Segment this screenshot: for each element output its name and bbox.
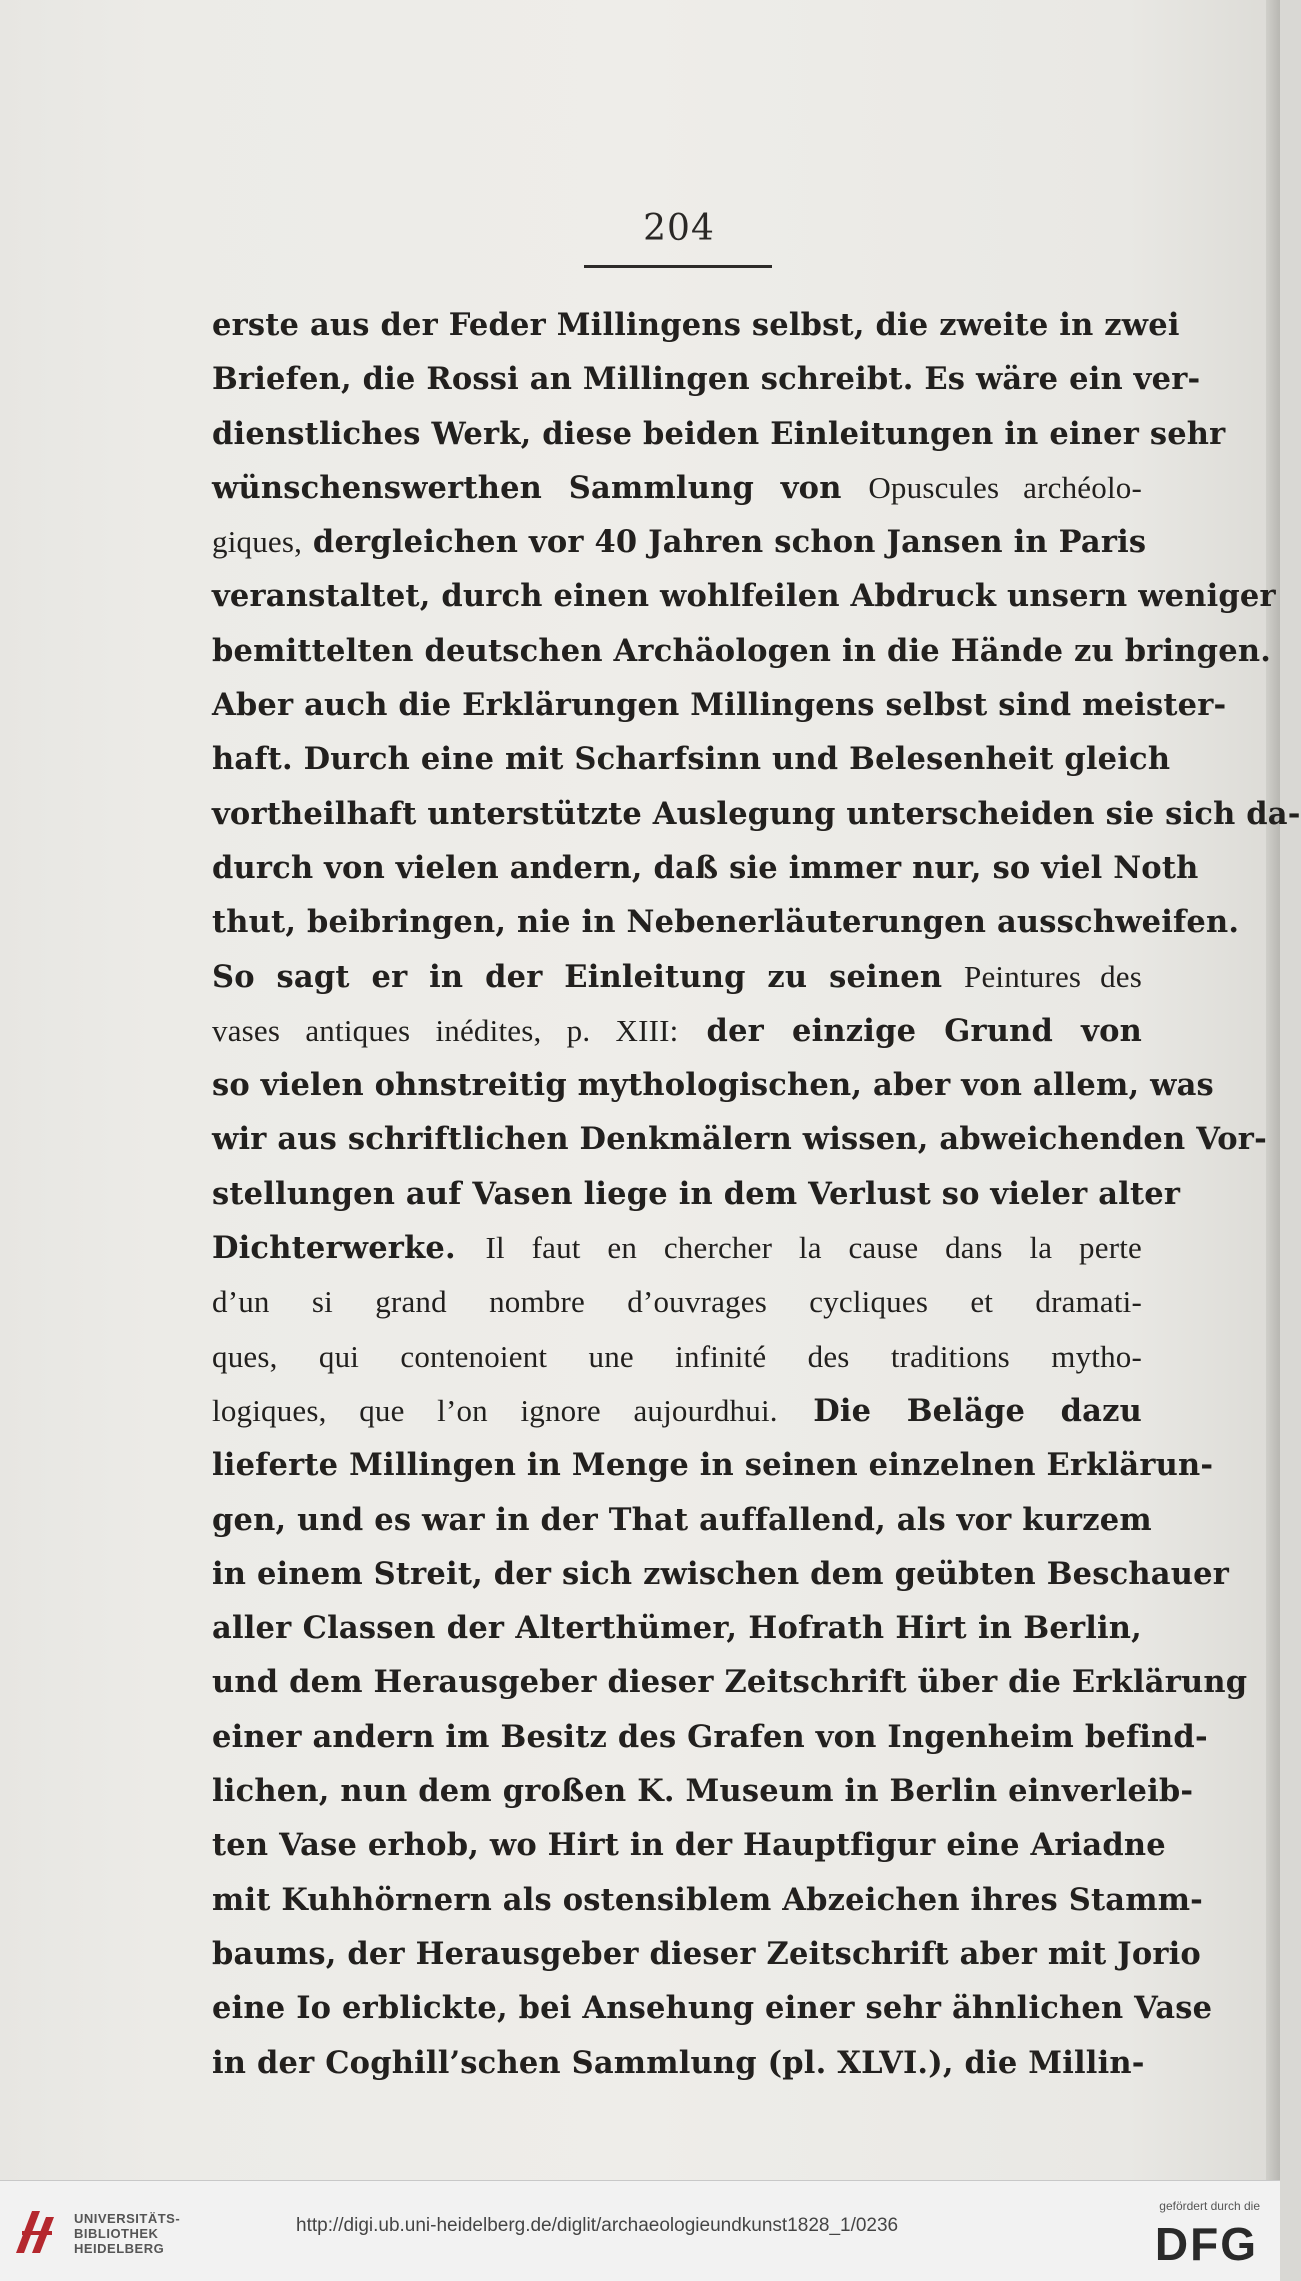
text-line (212, 1004, 1142, 1058)
latin-segment: ques, qui contenoient une infinité des traditions mytho- (212, 1338, 1142, 1374)
german-segment: gen, und es war in der That auffallend, als vor kurzem (212, 1501, 1152, 1538)
text-line (212, 1275, 1142, 1329)
viewer-footer (0, 2180, 1280, 2281)
german-segment: ten Vase erhob, wo Hirt in der Hauptfigur eine Ariadne (212, 1827, 1166, 1864)
text-line (212, 569, 1276, 623)
text-line (212, 895, 1240, 949)
text-line (212, 1547, 1230, 1601)
text-line (212, 841, 1199, 895)
text-line (212, 1384, 1142, 1438)
library-name-line1: UNIVERSITÄTS- (74, 2211, 181, 2226)
text-line (212, 1764, 1194, 1818)
german-segment: thut, beibringen, nie in Nebenerläuterungen ausschweifen. (212, 904, 1240, 941)
latin-segment: vases antiques inédites, p. XIII: (212, 1012, 679, 1048)
german-segment: bemittelten deutschen Archäologen in die Hände zu bringen. (212, 632, 1272, 669)
german-segment: lieferte Millingen in Menge in seinen einzelnen Erklärun- (212, 1447, 1214, 1484)
german-segment: in der Coghill’schen Sammlung (pl. XLVI.), die Millin- (212, 2044, 1145, 2081)
text-line (212, 407, 1226, 461)
text-line (212, 1710, 1208, 1764)
german-segment: durch von vielen andern, daß sie immer nur, so viel Noth (212, 849, 1199, 886)
text-line (212, 1167, 1181, 1221)
german-segment: eine Io erblickte, bei Ansehung einer sehr ähnlichen Vase (212, 1990, 1213, 2027)
german-segment: haft. Durch eine mit Scharfsinn und Belesenheit gleich (212, 741, 1171, 778)
text-line (212, 352, 1201, 406)
text-line (212, 1058, 1214, 1112)
library-name (74, 2211, 180, 2256)
latin-segment: Peintures des (964, 958, 1143, 994)
page-number: 204 (643, 208, 715, 249)
latin-segment: logiques, que l’on ignore aujourdhui. (212, 1392, 778, 1428)
library-name-line3: HEIDELBERG (74, 2241, 165, 2256)
latin-segment: d’un si grand nombre d’ouvrages cycliques et dramati- (212, 1284, 1142, 1320)
text-line (212, 298, 1180, 352)
text-line (212, 624, 1272, 678)
page-number-rule (584, 265, 772, 268)
german-segment: Briefen, die Rossi an Millingen schreibt. Es wäre ein ver- (212, 361, 1201, 398)
german-segment: Dichterwerke. (212, 1230, 486, 1267)
text-line (212, 732, 1171, 786)
text-line (212, 950, 1142, 1004)
german-segment: lichen, nun dem großen K. Museum in Berlin einverleib- (212, 1773, 1194, 1810)
text-line (212, 1873, 1204, 1927)
german-segment: dergleichen vor 40 Jahren schon Jansen in Paris (302, 524, 1147, 561)
text-line (212, 1438, 1214, 1492)
german-segment: einer andern im Besitz des Grafen von Ingenheim befind- (212, 1718, 1208, 1755)
german-segment: Aber auch die Erklärungen Millingens selbst sind meister- (212, 687, 1227, 724)
university-library-logo-icon[interactable] (10, 2203, 66, 2259)
library-name-line2: BIBLIOTHEK (74, 2226, 159, 2241)
german-segment: dienstliches Werk, diese beiden Einleitungen in einer sehr (212, 415, 1226, 452)
german-segment: Die Beläge dazu (777, 1392, 1143, 1429)
text-line (212, 1601, 1142, 1655)
german-segment: veranstaltet, durch einen wohlfeilen Abdruck unsern weniger (212, 578, 1276, 615)
german-segment: der einzige Grund von (678, 1012, 1142, 1049)
text-line (212, 678, 1227, 732)
german-segment: vortheilhaft unterstützte Auslegung unterscheiden sie sich da- (212, 795, 1301, 832)
page-url-link[interactable]: http://digi.ub.uni-heidelberg.de/diglit/archaeologieundkunst1828_1/0236 (296, 2215, 899, 2236)
text-line (212, 1493, 1152, 1547)
german-segment: erste aus der Feder Millingens selbst, die zweite in zwei (212, 307, 1180, 343)
latin-segment: giques, (212, 524, 303, 560)
german-segment: So sagt er in der Einleitung zu seinen (212, 958, 964, 995)
german-segment: so vielen ohnstreitig mythologischen, aber von allem, was (212, 1067, 1214, 1104)
german-segment: und dem Herausgeber dieser Zeitschrift über die Erklärung (212, 1664, 1248, 1701)
german-segment: wir aus schriftlichen Denkmälern wissen, abweichenden Vor- (212, 1121, 1267, 1158)
text-line (212, 787, 1301, 841)
text-line (212, 1330, 1142, 1384)
page-edge (1266, 0, 1280, 2180)
german-segment: baums, der Herausgeber dieser Zeitschrift aber mit Jorio (212, 1935, 1201, 1972)
text-line (212, 1927, 1201, 1981)
text-line (212, 1655, 1248, 1709)
latin-segment: Il faut en chercher la cause dans la perte (485, 1230, 1142, 1266)
german-segment: mit Kuhhörnern als ostensiblem Abzeichen ihres Stamm- (212, 1881, 1204, 1918)
text-line (212, 461, 1142, 515)
text-line (212, 1818, 1166, 1872)
text-line (212, 1221, 1142, 1275)
text-line (212, 515, 1147, 569)
german-segment: in einem Streit, der sich zwischen dem geübten Beschauer (212, 1555, 1230, 1592)
german-segment: wünschenswerthen Sammlung von (212, 469, 869, 506)
text-line (212, 1112, 1267, 1166)
german-segment: stellungen auf Vasen liege in dem Verlust so vieler alter (212, 1175, 1181, 1212)
text-line (212, 1981, 1213, 2035)
body-text (212, 298, 1301, 2090)
german-segment: aller Classen der Alterthümer, Hofrath Hirt in Berlin, (212, 1610, 1142, 1647)
sponsor-caption: gefördert durch die (1159, 2199, 1260, 2213)
dfg-logo[interactable]: DFG (1154, 2218, 1258, 2270)
text-line (212, 2036, 1145, 2090)
latin-segment: Opuscules archéolo- (868, 469, 1142, 505)
